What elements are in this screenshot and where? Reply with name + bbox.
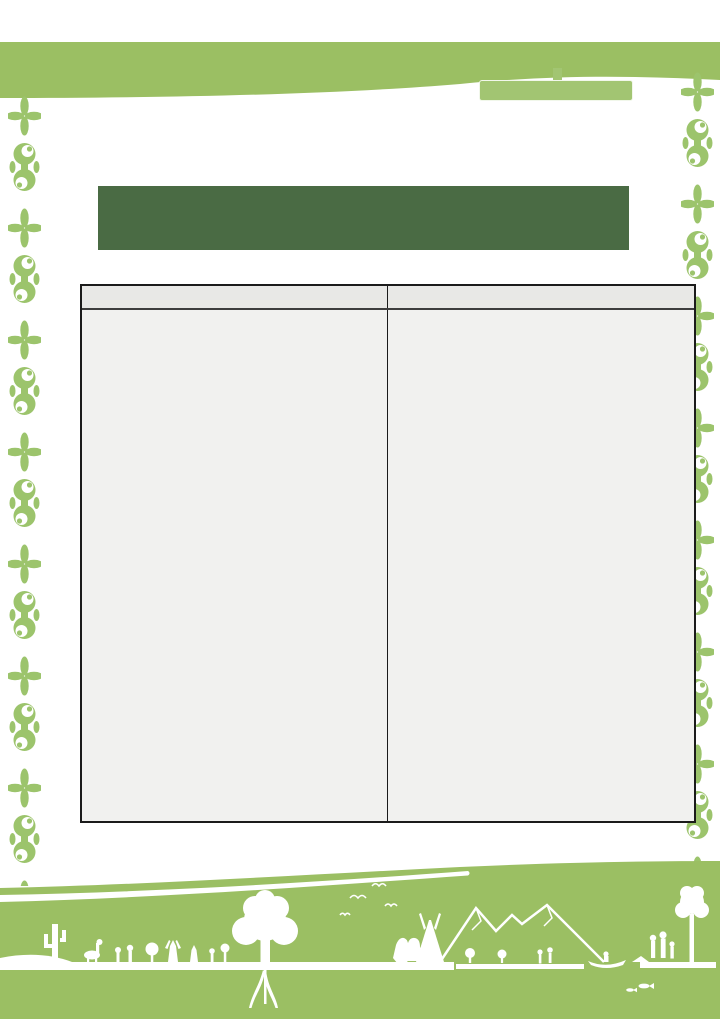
resource-banner (98, 186, 629, 250)
left-column-subheader (82, 295, 388, 308)
rapanui-story-column (82, 310, 388, 821)
koru-border-left-art (8, 94, 41, 886)
story-table-header (82, 286, 694, 310)
left-column-header (82, 286, 388, 295)
right-column-header (388, 286, 694, 295)
unit-badge (479, 80, 633, 101)
story-table-body (82, 310, 694, 821)
spanish-story-column (388, 310, 694, 821)
story-table (80, 284, 696, 823)
right-column-subheader (388, 295, 694, 308)
bottom-landscape-art (0, 858, 720, 1019)
